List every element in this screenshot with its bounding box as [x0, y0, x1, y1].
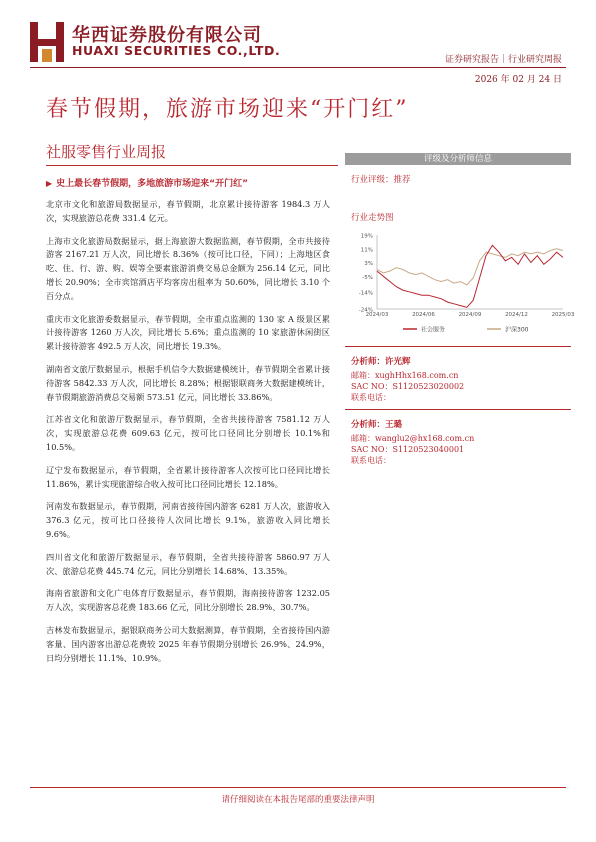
y-tick-label: 19%: [360, 233, 373, 240]
legend-label: 社会服务: [421, 326, 446, 334]
header-divider: [30, 67, 566, 68]
footer-divider: [30, 787, 566, 788]
y-tick-label: -14%: [358, 290, 373, 297]
y-tick-label: -5%: [362, 274, 373, 281]
y-tick-label: 3%: [364, 261, 373, 268]
industry-rating: 行业评级：推荐: [351, 175, 411, 185]
company-name-en: HUAXI SECURITIES CO.,LTD.: [72, 43, 281, 58]
paragraph-liaoning: 辽宁发布数据显示，春节假期，全省累计接待游客人次按可比口径同比增长 11.86%，累计实现旅游综合收入按可比口径同比增长 12.18%。: [46, 464, 330, 489]
triangle-bullet-icon: ▶: [46, 179, 53, 188]
x-tick-label: 2025/03: [551, 312, 575, 318]
analyst-sac: SAC NO：S1120523040001: [351, 445, 465, 454]
paragraph-jilin: 吉林发布数据显示，据银联商务公司大数据测算，春节假期，全省接待国内游客量、国内游客出游总花费较 2025 年春节假期分别增长 26.9%、24.9%，日均分别增长 11.1%、10.9%。: [46, 624, 330, 663]
y-tick-label: -24%: [358, 307, 373, 314]
analyst-divider: [345, 409, 571, 410]
paragraph-hunan: 湖南省文旅厅数据显示，根据手机信令大数据建模统计，春节假期全省累计接待游客 5842.33 万人次，同比增长 8.28%；根据银联商务大数据建模统计，春节假期旅游消费总交易额 573.51 亿元，同比增长 33.86%。: [46, 363, 330, 402]
rating-header: 评级及分析师信息: [345, 153, 571, 165]
x-tick-label: 2024/09: [458, 312, 482, 318]
legend-label: 沪深300: [505, 326, 529, 334]
analyst-phone: 联系电话：: [351, 393, 391, 402]
company-logo-icon: [30, 22, 64, 62]
paragraph-hainan: 海南省旅游和文化广电体育厅数据显示，春节假期，海南接待游客 1232.05 万人次，实现游客总花费 183.66 亿元，同比分别增长 28.9%、30.7%。: [46, 588, 330, 613]
report-body: [46, 176, 330, 674]
series-line: [377, 245, 563, 307]
section-bullet: [46, 176, 330, 189]
analyst-1: [345, 355, 571, 403]
x-tick-label: 2024/12: [505, 312, 528, 318]
subtitle-divider: [46, 165, 338, 166]
series-line: [377, 249, 563, 285]
report-subtitle: 社服零售行业周报: [46, 143, 167, 161]
paragraph-sichuan: 四川省文化和旅游厅数据显示，春节假期，全省共接待游客 5860.97 万人次、旅游总花费 445.74 亿元，同比分别增长 14.68%、13.35%。: [46, 551, 330, 576]
x-tick-label: 2024/06: [412, 312, 435, 318]
chart-divider: [345, 346, 571, 347]
paragraph-beijing: 北京市文化和旅游局数据显示，春节假期，北京累计接待游客 1984.3 万人次，实现旅游总花费 331.4 亿元。: [46, 199, 330, 223]
paragraph-henan: 河南发布数据显示，春节假期，河南省接待国内游客 6281 万人次，旅游收入 376.3 亿元，按可比口径接待人次同比增长 9.1%，旅游收入同比增长 9.6%。: [46, 501, 330, 539]
analyst-2: [345, 418, 571, 466]
analyst-phone: 联系电话：: [351, 456, 391, 465]
trend-chart-title: 行业走势图: [351, 213, 394, 223]
legal-disclaimer-notice: 请仔细阅读在本报告尾部的重要法律声明: [221, 795, 375, 805]
company-name-cn: 华西证券股份有限公司: [72, 25, 262, 46]
analyst-name: 分析师：王璐: [351, 420, 403, 430]
y-tick-label: 11%: [360, 247, 373, 254]
analyst-name: 分析师：许光辉: [351, 357, 411, 367]
x-tick-label: 2024/03: [365, 312, 389, 318]
trend-chart: [345, 231, 575, 343]
report-date: 2026 年 02 月 24 日: [474, 75, 562, 85]
report-category: 证券研究报告｜行业研究周报: [444, 55, 562, 65]
analyst-sac: SAC NO：S1120523020002: [351, 382, 465, 391]
sidebar: [345, 153, 575, 466]
paragraph-jiangsu: 江苏省文化和旅游厅数据显示，春节假期，全省共接待游客 7581.12 万人次，实现旅游总花费 609.63 亿元，按可比口径同比分别增长 10.1%和 10.5%。: [46, 414, 330, 452]
trend-chart-svg: [345, 231, 575, 339]
report-title: 春节假期，旅游市场迎来“开门红”: [46, 97, 409, 122]
section-heading: 史上最长春节假期，多地旅游市场迎来“开门红”: [56, 179, 248, 189]
analyst-email[interactable]: 邮箱：xughHhx168.com.cn: [351, 371, 459, 380]
paragraph-shanghai: 上海市文化旅游局数据显示，据上海旅游大数据监测，春节假期，全市共接待游客 2167.21 万人次，同比增长 8.36%（按可比口径，下同）；上海地区食吃、住、行、游、购、娱等全要素旅游消费交易总金额为 256.14 亿元，同比增长 20.90%；全市宾馆酒店平均客房出租率为 50.60%，同比增长 3.10 个百分点。: [46, 235, 330, 301]
analyst-email[interactable]: 邮箱：wanglu2@hx168.com.cn: [351, 434, 475, 443]
paragraph-chongqing: 重庆市文化旅游委数据显示，春节假期，全市重点监测的 130 家 A 级景区累计接待游客 1260 万人次，同比增长 5.6%；重点监测的 10 家旅游休闲街区累计接待游客 492.5 万人次，同比增长 19.3%。: [46, 313, 330, 352]
